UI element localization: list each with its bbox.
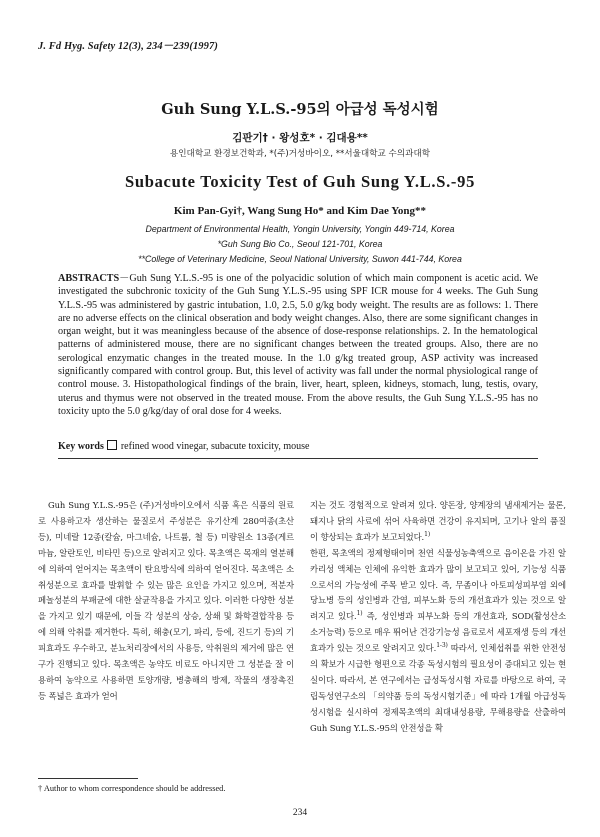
body-column-left	[38, 498, 294, 705]
abstract-label: ABSTRACTS	[58, 273, 120, 284]
abstract	[58, 272, 538, 418]
keywords-label: Key words	[58, 441, 104, 452]
english-affiliation-3: **College of Veterinary Medicine, Seoul National University, Suwon 441-744, Korea	[138, 254, 462, 264]
keywords	[58, 440, 538, 452]
english-affiliation-2: *Guh Sung Bio Co., Seoul 121-701, Korea	[217, 239, 383, 249]
journal-header: J. Fd Hyg. Safety 12(3), 234－239(1997)	[38, 41, 218, 52]
page-number: 234	[292, 808, 308, 818]
korean-title: Guh Sung Y.L.S.-95의 아급성 독성시험	[161, 101, 439, 118]
body-column-right	[310, 498, 566, 737]
abstract-text: －Guh Sung Y.L.S.-95 is one of the polyacidic solution of which main component is acetic acid. We investigated the subchronic toxicity of the Guh Sung Y.L.S.-95 using SPF ICR mouse for 4 weeks. The Guh Sung Y.L.S.-95 was administered by gastric intubation, 1.0, 2.5, 5.0 g/kg body weight. The results are as follows: 1. There are no adverse effects on the clinical obseration and body weight changes. Also, there are some significant changes in organ weight, but it was meaningless because of the absence of dose-response relationships. 2. In the hematological patterns of administered mouse, there are no significant changes between the treated groups. Also, there are no serological enzymatic changes in the treated mouse. In the 1.0 g/kg treated group, ASP activity was increased significantly compared with control group. But, this level of activity was fall under the normal physiological range of control mouse. 3. Histopathological findings of the brain, liver, heart, spleen, kidneys, stomach, lung, testis, ovary, uterus and thymus were not observed in the treated mouse. From the above results, the Guh Sung Y.L.S.-95 has no toxicity upto the 5.0 g/kg/day of oral dose for 4 weeks.	[58, 273, 538, 417]
korean-affiliation: 용인대학교 환경보건학과, *(주)거성바이오, **서울대학교 수의과대학	[169, 149, 431, 159]
body-paragraph: 지는 것도 경험적으로 알려져 있다. 양돈장, 양계장의 냄새제거는 물론, 돼지나 닭의 사료에 섞어 사육하면 건강이 유지되며, 고기나 알의 품질이 향상되는 효과가 보고되었다.$^{1)}$	[310, 500, 566, 542]
footnote: † Author to whom correspondence should be addressed.	[38, 784, 226, 793]
english-title: Subacute Toxicity Test of Guh Sung Y.L.S.-95	[124, 172, 476, 191]
checkbox-square-icon	[107, 440, 117, 450]
citation-ref: 1-3)	[436, 642, 448, 650]
body-paragraph: Guh Sung Y.L.S.-95은 (주)거성바이오에서 식품 혹은 식품의 원료로 사용하고자 생산하는 물질로서 주성분은 유기산계 280여종(초산 등), 미네랄 12종(칼슘, 마그네슘, 나트륨, 철 등) 미량원소 13종(게르마늄, 알란토인, 비타민 등)으로 알려지고 있다. 목초액은 목재의 열분해에 의하여 얻어지는 목초액이 탄요방식에 의하여 얻어진다. 목초액은 소취성분으로 효과를 발휘할 수 있는 많은 요인을 가지고 있으며, 적분자 페놀성분의 부패균에 대한 살균작용을 가지고 있다. 이러한 다양한 성분을 가지고 있기 때문에, 이들 각 성분의 상승, 상쇄 및 화학결합작용 등에 의해 악취를 제거한다. 특히, 해충(모기, 파리, 등에, 진드기 등)의 기피효과도 우수하고, 분뇨처리장에서의 사용등, 악취원의 제거에 많은 연구가 진행되고 있다. 목초액은 농약도 비료도 아니지만 그 성분을 잘 이용하여 농약으로 사용하면 토양개량, 병충해의 방제, 작물의 생장촉진 등 폭넓은 효과가 얻어	[38, 500, 294, 701]
body-paragraph: 한편, 목초액의 정제형태이며 천연 식물성농축액으로 음이온을 가진 알카리성 액체는 인체에 유익한 효과가 많이 보고되고 있어, 기능성 식품으로서의 가능성에 주목 받고 있다. 즉, 무좀이나 아토피성피부염 외에 당뇨병 등의 성인병과 간염, 피부노화 등의 개선효과가 있는 것으로 알려지고 있다.$^{1)}$ 즉, 성인병과 피부노화 등의 개선효과, SOD(활성산소 소거능력) 등으로 매우 뛰어난 건강기능성 음료로서 세포재생 등의 개선효과가 있는 것으로 알려지고 있다.$^{1-3)}$ 따라서, 인체섭취를 위한 안전성의 확보가 시급한 형편으로 각종 독성시험의 필요성이 증대되고 있는 현실이다. 따라서, 본 연구에서는 급성독성시험 자료를 바탕으로 하여, 국립독성연구소의 「의약품 등의 독성시험기준」에 따라 1개월 아급성독성시험을 실시하여 정제목초액의 최대내성용량, 무해용량을 산출하여 Guh Sung Y.L.S.-95의 안전성을 확	[310, 547, 567, 733]
keywords-text: refined wood vinegar, subacute toxicity, mouse	[120, 441, 310, 452]
footnote-divider	[38, 778, 138, 779]
citation-ref: 1)	[356, 610, 363, 618]
citation-ref: 1)	[424, 531, 431, 539]
english-authors: Kim Pan-Gyi†, Wang Sung Ho* and Kim Dae Yong**	[173, 205, 427, 217]
korean-authors: 김판기† · 왕성호* · 김대용**	[232, 132, 368, 144]
english-affiliation-1: Department of Environmental Health, Yongin University, Yongin 449-714, Korea	[145, 224, 455, 234]
keywords-divider	[58, 458, 538, 459]
